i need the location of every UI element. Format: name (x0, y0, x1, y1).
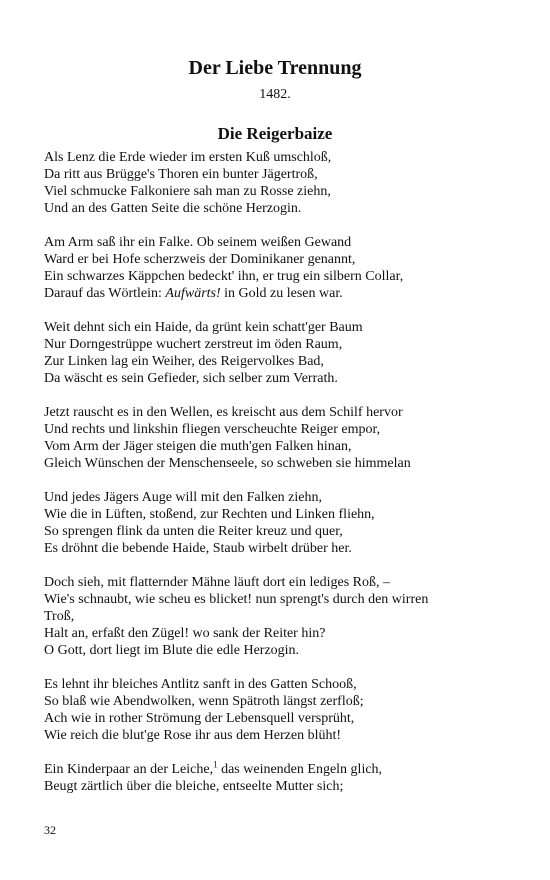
poem-title: Die Reigerbaize (217, 124, 333, 143)
emphasized-word: Aufwärts! (165, 286, 221, 301)
poem-line: Nur Dorngestrüppe wuchert zerstreut im öden Raum, (44, 337, 343, 352)
stanza (44, 319, 514, 387)
poem-line: Als Lenz die Erde wieder im ersten Kuß umschloß, (44, 150, 332, 165)
stanza (44, 676, 514, 744)
year-line: 1482. (259, 87, 291, 102)
footnote-marker: 1 (213, 759, 218, 770)
poem-line: Jetzt rauscht es in den Wellen, es kreischt aus dem Schilf hervor (44, 405, 403, 420)
poem-line: Am Arm saß ihr ein Falke. Ob seinem weißen Gewand (44, 235, 352, 250)
poem-line: Ein schwarzes Käppchen bedeckt' ihn, er trug ein silbern Collar, (44, 269, 404, 284)
poem-line: Wie reich die blut'ge Rose ihr aus dem Herzen blüht! (44, 728, 342, 743)
poem-line: Vom Arm der Jäger steigen die muth'gen Falken hinan, (44, 439, 352, 454)
poem-line: Und rechts und linkshin fliegen verscheuchte Reiger empor, (44, 422, 381, 437)
poem-line: Zur Linken lag ein Weiher, des Reigervolkes Bad, (44, 354, 324, 369)
stanza (44, 404, 514, 472)
poem-line: Es dröhnt die bebende Haide, Staub wirbelt drüber her. (44, 541, 352, 556)
poem-line: Beugt zärtlich über die bleiche, entseelte Mutter sich; (44, 779, 344, 794)
stanza (44, 761, 514, 795)
poem-body (44, 149, 514, 812)
poem-line: Wie's schnaubt, wie scheu es blicket! nun sprengt's durch den wirren (44, 592, 429, 607)
stanza (44, 574, 514, 659)
poem-line: Ward er bei Hofe scherzweis der Dominikaner genannt, (44, 252, 356, 267)
poem-line: Darauf das Wörtlein: Aufwärts! in Gold zu lesen war. (44, 286, 343, 301)
poem-line: Halt an, erfaßt den Zügel! wo sank der Reiter hin? (44, 626, 326, 641)
poem-line: Da wäscht es sein Gefieder, sich selber zum Verrath. (44, 371, 338, 386)
poem-line: Da ritt aus Brügge's Thoren ein bunter Jägertroß, (44, 167, 318, 182)
poem-line: Viel schmucke Falkoniere sah man zu Rosse ziehn, (44, 184, 331, 199)
poem-line: Ein Kinderpaar an der Leiche,$^1$ das weinenden Engeln glich, (44, 759, 383, 777)
poem-line: Weit dehnt sich ein Haide, da grünt kein schatt'ger Baum (44, 320, 363, 335)
poem-line: Gleich Wünschen der Menschenseele, so schweben sie himmelan (44, 456, 411, 471)
poem-line: Wie die in Lüften, stoßend, zur Rechten und Linken fliehn, (44, 507, 375, 522)
stanza (44, 149, 514, 217)
poem-line: Und an des Gatten Seite die schöne Herzogin. (44, 201, 302, 216)
page-number: 32 (44, 823, 56, 837)
poem-line: O Gott, dort liegt im Blute die edle Herzogin. (44, 643, 300, 658)
poem-line: So sprengen flink da unten die Reiter kreuz und quer, (44, 524, 343, 539)
page-title: Der Liebe Trennung (188, 57, 362, 79)
poem-line: Troß, (44, 609, 75, 624)
stanza (44, 489, 514, 557)
stanza (44, 234, 514, 302)
poem-line: Es lehnt ihr bleiches Antlitz sanft in des Gatten Schooß, (44, 677, 357, 692)
poem-line: Und jedes Jägers Auge will mit den Falken ziehn, (44, 490, 322, 505)
poem-line: Ach wie in rother Strömung der Lebensquell versprüht, (44, 711, 355, 726)
poem-line: So blaß wie Abendwolken, wenn Spätroth längst zerfloß; (44, 694, 364, 709)
poem-line: Doch sieh, mit flatternder Mähne läuft dort ein lediges Roß, – (44, 575, 391, 590)
